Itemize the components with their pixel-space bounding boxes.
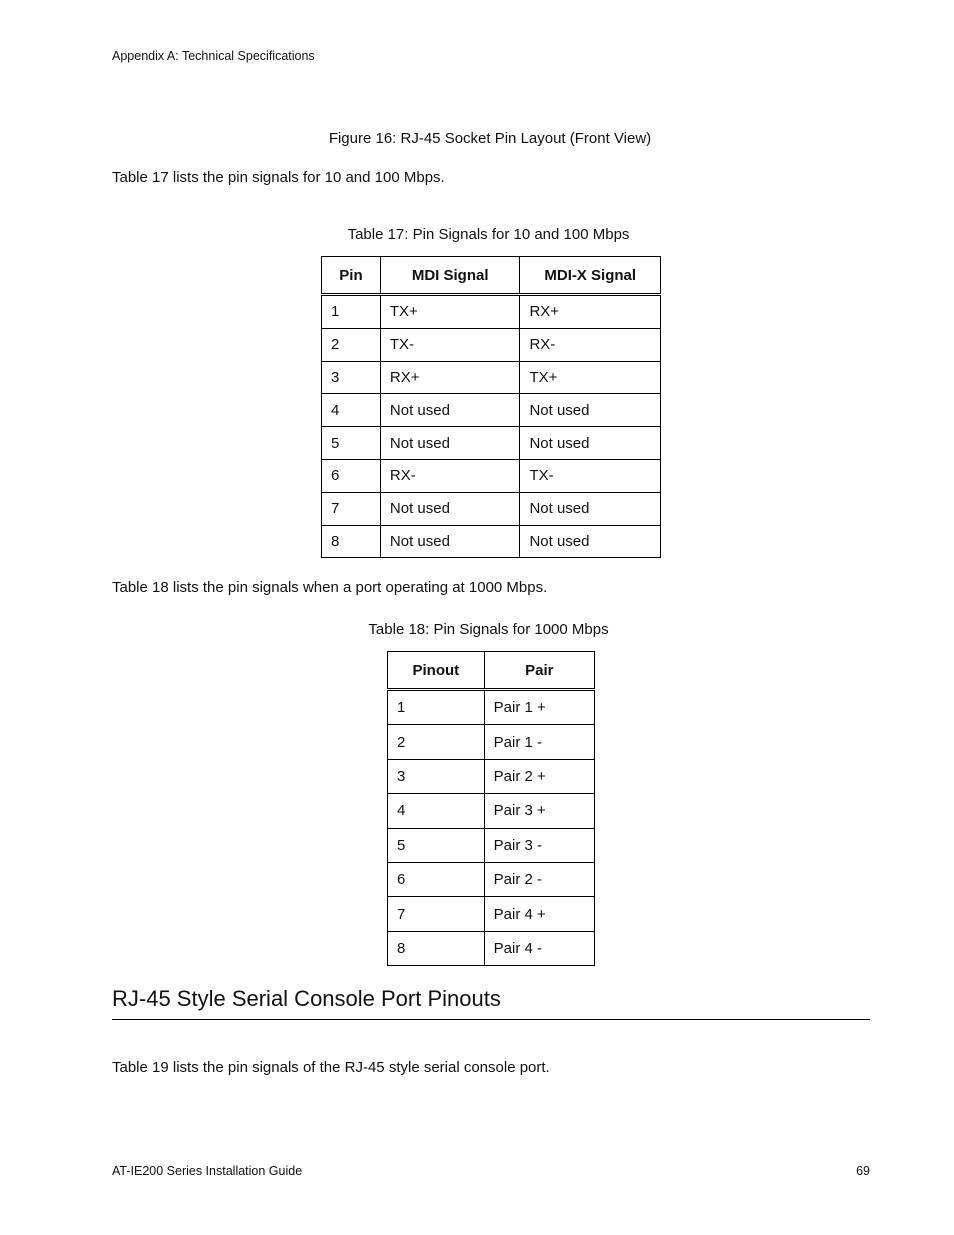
table-row [388,828,595,862]
table-cell: Pair 2 - [484,862,594,896]
heading-rule [112,1019,870,1020]
table-18-caption: Table 18: Pin Signals for 1000 Mbps [368,621,609,638]
table-17-caption: Table 17: Pin Signals for 10 and 100 Mbps [347,226,630,243]
table-cell: Not used [380,492,520,525]
section-heading: RJ-45 Style Serial Console Port Pinouts [112,986,501,1011]
table-row [388,931,595,965]
table-cell: 3 [322,361,381,394]
table-cell: Not used [520,492,661,525]
table-cell: Not used [520,427,661,460]
table-row [322,525,661,558]
table-cell: RX+ [380,361,520,394]
table-17 [321,256,661,558]
table-cell: Not used [520,525,661,558]
table-cell: RX+ [520,295,661,329]
table-cell: RX- [520,328,661,361]
table-cell: Not used [380,394,520,427]
table-cell: 5 [388,828,485,862]
table-cell: 7 [388,897,485,931]
table-row [322,361,661,394]
table-row [388,759,595,793]
table-row [322,394,661,427]
column-header: MDI Signal [380,257,520,295]
table-cell: 4 [388,794,485,828]
table-cell: 8 [388,931,485,965]
table-cell: TX- [520,459,661,492]
table-cell: 1 [322,295,381,329]
table-cell: 3 [388,759,485,793]
figure-caption: Figure 16: RJ-45 Socket Pin Layout (Front View) [328,130,652,147]
column-header: MDI-X Signal [520,257,661,295]
table-cell: Pair 1 - [484,725,594,759]
column-header: Pair [484,652,594,690]
table-cell: Pair 4 - [484,931,594,965]
table-cell: Pair 1 + [484,690,594,725]
table-row [388,897,595,931]
table-cell: 4 [322,394,381,427]
table-cell: Not used [380,427,520,460]
table-row [322,459,661,492]
table-cell: 2 [322,328,381,361]
table-cell: TX- [380,328,520,361]
table-row [322,492,661,525]
table-cell: TX+ [520,361,661,394]
table-cell: 8 [322,525,381,558]
table-row [322,328,661,361]
table-row [388,725,595,759]
table-cell: TX+ [380,295,520,329]
table-cell: 6 [322,459,381,492]
table-cell: Pair 2 + [484,759,594,793]
table-row [388,690,595,725]
paragraph: Table 19 lists the pin signals of the RJ-45 style serial console port. [112,1059,550,1076]
table-cell: 1 [388,690,485,725]
table-header-row [388,652,595,690]
column-header: Pinout [388,652,485,690]
table-header-row [322,257,661,295]
running-header: Appendix A: Technical Specifications [112,49,315,63]
table-cell: Not used [380,525,520,558]
table-cell: 2 [388,725,485,759]
page-number: 69 [856,1164,870,1178]
column-header: Pin [322,257,381,295]
table-cell: Not used [520,394,661,427]
table-cell: 5 [322,427,381,460]
table-cell: 6 [388,862,485,896]
table-cell: 7 [322,492,381,525]
paragraph: Table 18 lists the pin signals when a port operating at 1000 Mbps. [112,579,548,596]
table-row [322,295,661,329]
table-cell: Pair 3 + [484,794,594,828]
table-cell: Pair 3 - [484,828,594,862]
table-cell: RX- [380,459,520,492]
footer-title: AT-IE200 Series Installation Guide [112,1164,303,1178]
paragraph: Table 17 lists the pin signals for 10 and 100 Mbps. [112,169,445,186]
table-cell: Pair 4 + [484,897,594,931]
table-row [388,794,595,828]
table-row [388,862,595,896]
table-18 [387,651,595,966]
table-row [322,427,661,460]
